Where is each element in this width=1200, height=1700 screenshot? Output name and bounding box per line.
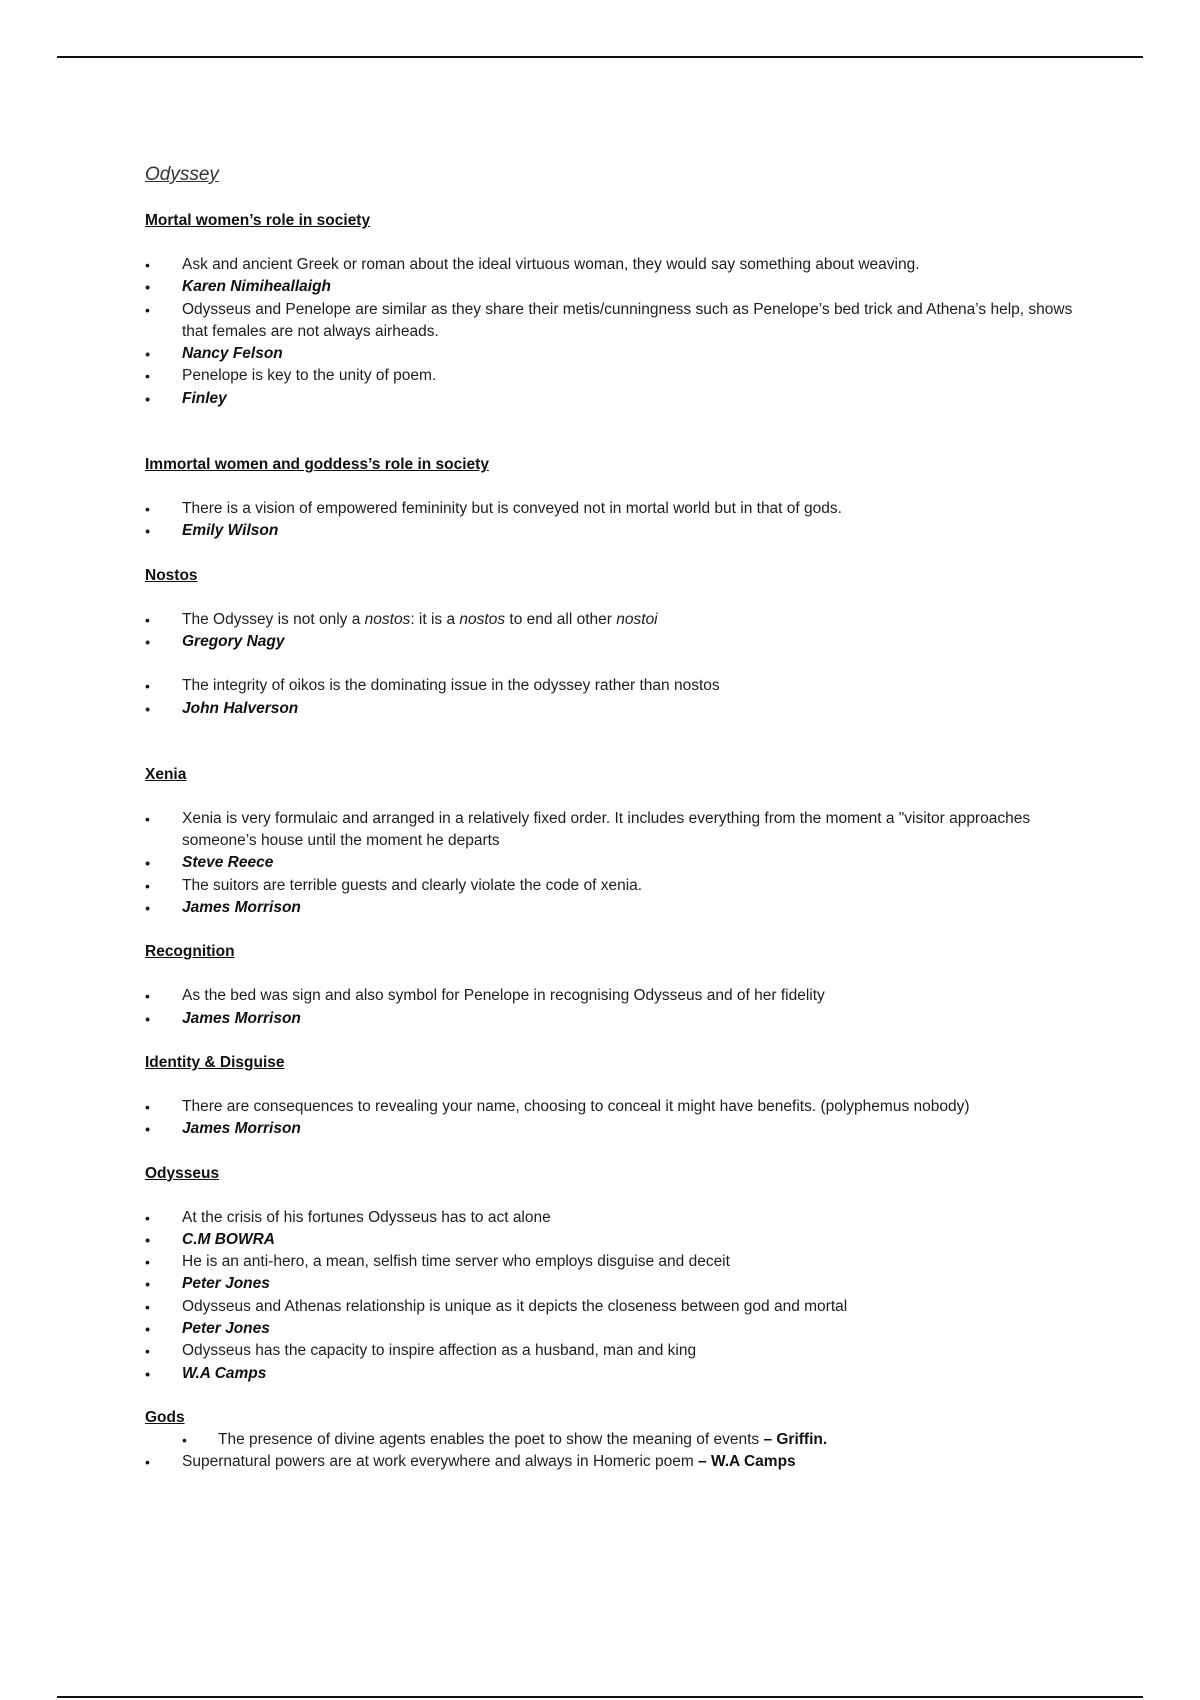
list-item: • The integrity of oikos is the dominating issue in the odyssey rather than nostos: [145, 675, 1075, 697]
list-item: • Xenia is very formulaic and arranged in a relatively fixed order. It includes everything from the moment a "visitor approaches someone’s house until the moment he departs: [145, 808, 1075, 853]
page-title: Odyssey: [145, 164, 219, 185]
italic-term: nostos: [364, 610, 411, 628]
scholar-name: • Steve Reece: [145, 852, 1075, 874]
section-heading-identity: Identity & Disguise: [145, 1053, 285, 1071]
section-heading-recognition: Recognition: [145, 943, 235, 961]
section-heading-xenia: Xenia: [145, 765, 187, 783]
text-run: : it is a: [410, 610, 460, 628]
list-item: • Ask and ancient Greek or roman about the ideal virtuous woman, they would say something about weaving.: [145, 254, 1075, 276]
scholar-name: • John Halverson: [145, 698, 1075, 720]
section-heading-gods: Gods: [145, 1408, 185, 1426]
scholar-credit: – W.A Camps: [698, 1453, 796, 1471]
list-item: • As the bed was sign and also symbol for Penelope in recognising Odysseus and of her fidelity: [145, 985, 1075, 1007]
scholar-name: • W.A Camps: [145, 1363, 1075, 1385]
list-nostos-2: [145, 675, 1075, 720]
italic-term: nostoi: [616, 610, 658, 628]
scholar-name: • C.M BOWRA: [145, 1229, 1075, 1251]
list-identity: [145, 1096, 1075, 1141]
footer-rule: [57, 1696, 1143, 1698]
scholar-name: • James Morrison: [145, 897, 1075, 919]
section-heading-odysseus: Odysseus: [145, 1164, 220, 1182]
scholar-name: • James Morrison: [145, 1118, 1075, 1140]
list-item: • The suitors are terrible guests and clearly violate the code of xenia.: [145, 875, 1075, 897]
list-odysseus: [145, 1207, 1075, 1385]
list-item: • He is an anti-hero, a mean, selfish time server who employs disguise and deceit: [145, 1251, 1075, 1273]
scholar-name: • Nancy Felson: [145, 343, 1075, 365]
list-nostos: [145, 609, 1075, 654]
list-mortal: [145, 254, 1075, 410]
scholar-name: • Karen Nimiheallaigh: [145, 276, 1075, 298]
scholar-name: • Peter Jones: [145, 1273, 1075, 1295]
list-item: • Odysseus and Athenas relationship is unique as it depicts the closeness between god and mortal: [145, 1296, 1075, 1318]
list-item: [145, 1429, 1075, 1451]
list-gods: [145, 1429, 1075, 1474]
italic-term: nostos: [459, 610, 506, 628]
scholar-name: • James Morrison: [145, 1008, 1075, 1030]
text-run: The Odyssey is not only a: [182, 610, 365, 628]
list-xenia: [145, 808, 1075, 919]
text-run: to end all other: [505, 610, 617, 628]
list-immortal: [145, 498, 1075, 543]
section-heading-immortal: Immortal women and goddess’s role in society: [145, 456, 489, 474]
list-item: • Odysseus and Penelope are similar as they share their metis/cunningness such as Penelope’s bed trick and Athena’s help, shows that females are not always airheads.: [145, 299, 1075, 344]
scholar-name: • Gregory Nagy: [145, 631, 1075, 653]
text-run: Supernatural powers are at work everywhere and always in Homeric poem: [182, 1453, 699, 1471]
scholar-name: • Emily Wilson: [145, 520, 1075, 542]
list-recognition: [145, 985, 1075, 1030]
header-rule: [57, 56, 1143, 58]
section-heading-mortal: Mortal women’s role in society: [145, 212, 371, 229]
list-item: • Penelope is key to the unity of poem.: [145, 365, 1075, 387]
section-heading-nostos: Nostos: [145, 566, 198, 584]
scholar-name: • Peter Jones: [145, 1318, 1075, 1340]
list-item: • Odysseus has the capacity to inspire affection as a husband, man and king: [145, 1340, 1075, 1362]
document-body: [145, 162, 1075, 1474]
scholar-credit: – Griffin.: [763, 1430, 828, 1448]
list-item: • At the crisis of his fortunes Odysseus has to act alone: [145, 1207, 1075, 1229]
text-run: The presence of divine agents enables the poet to show the meaning of events: [218, 1430, 764, 1448]
list-item: • There is a vision of empowered femininity but is conveyed not in mortal world but in that of gods.: [145, 498, 1075, 520]
scholar-name: • Finley: [145, 388, 1075, 410]
list-item: • There are consequences to revealing your name, choosing to conceal it might have benefits. (polyphemus nobody): [145, 1096, 1075, 1118]
list-item: [145, 609, 1075, 631]
list-item: [145, 1451, 1075, 1473]
